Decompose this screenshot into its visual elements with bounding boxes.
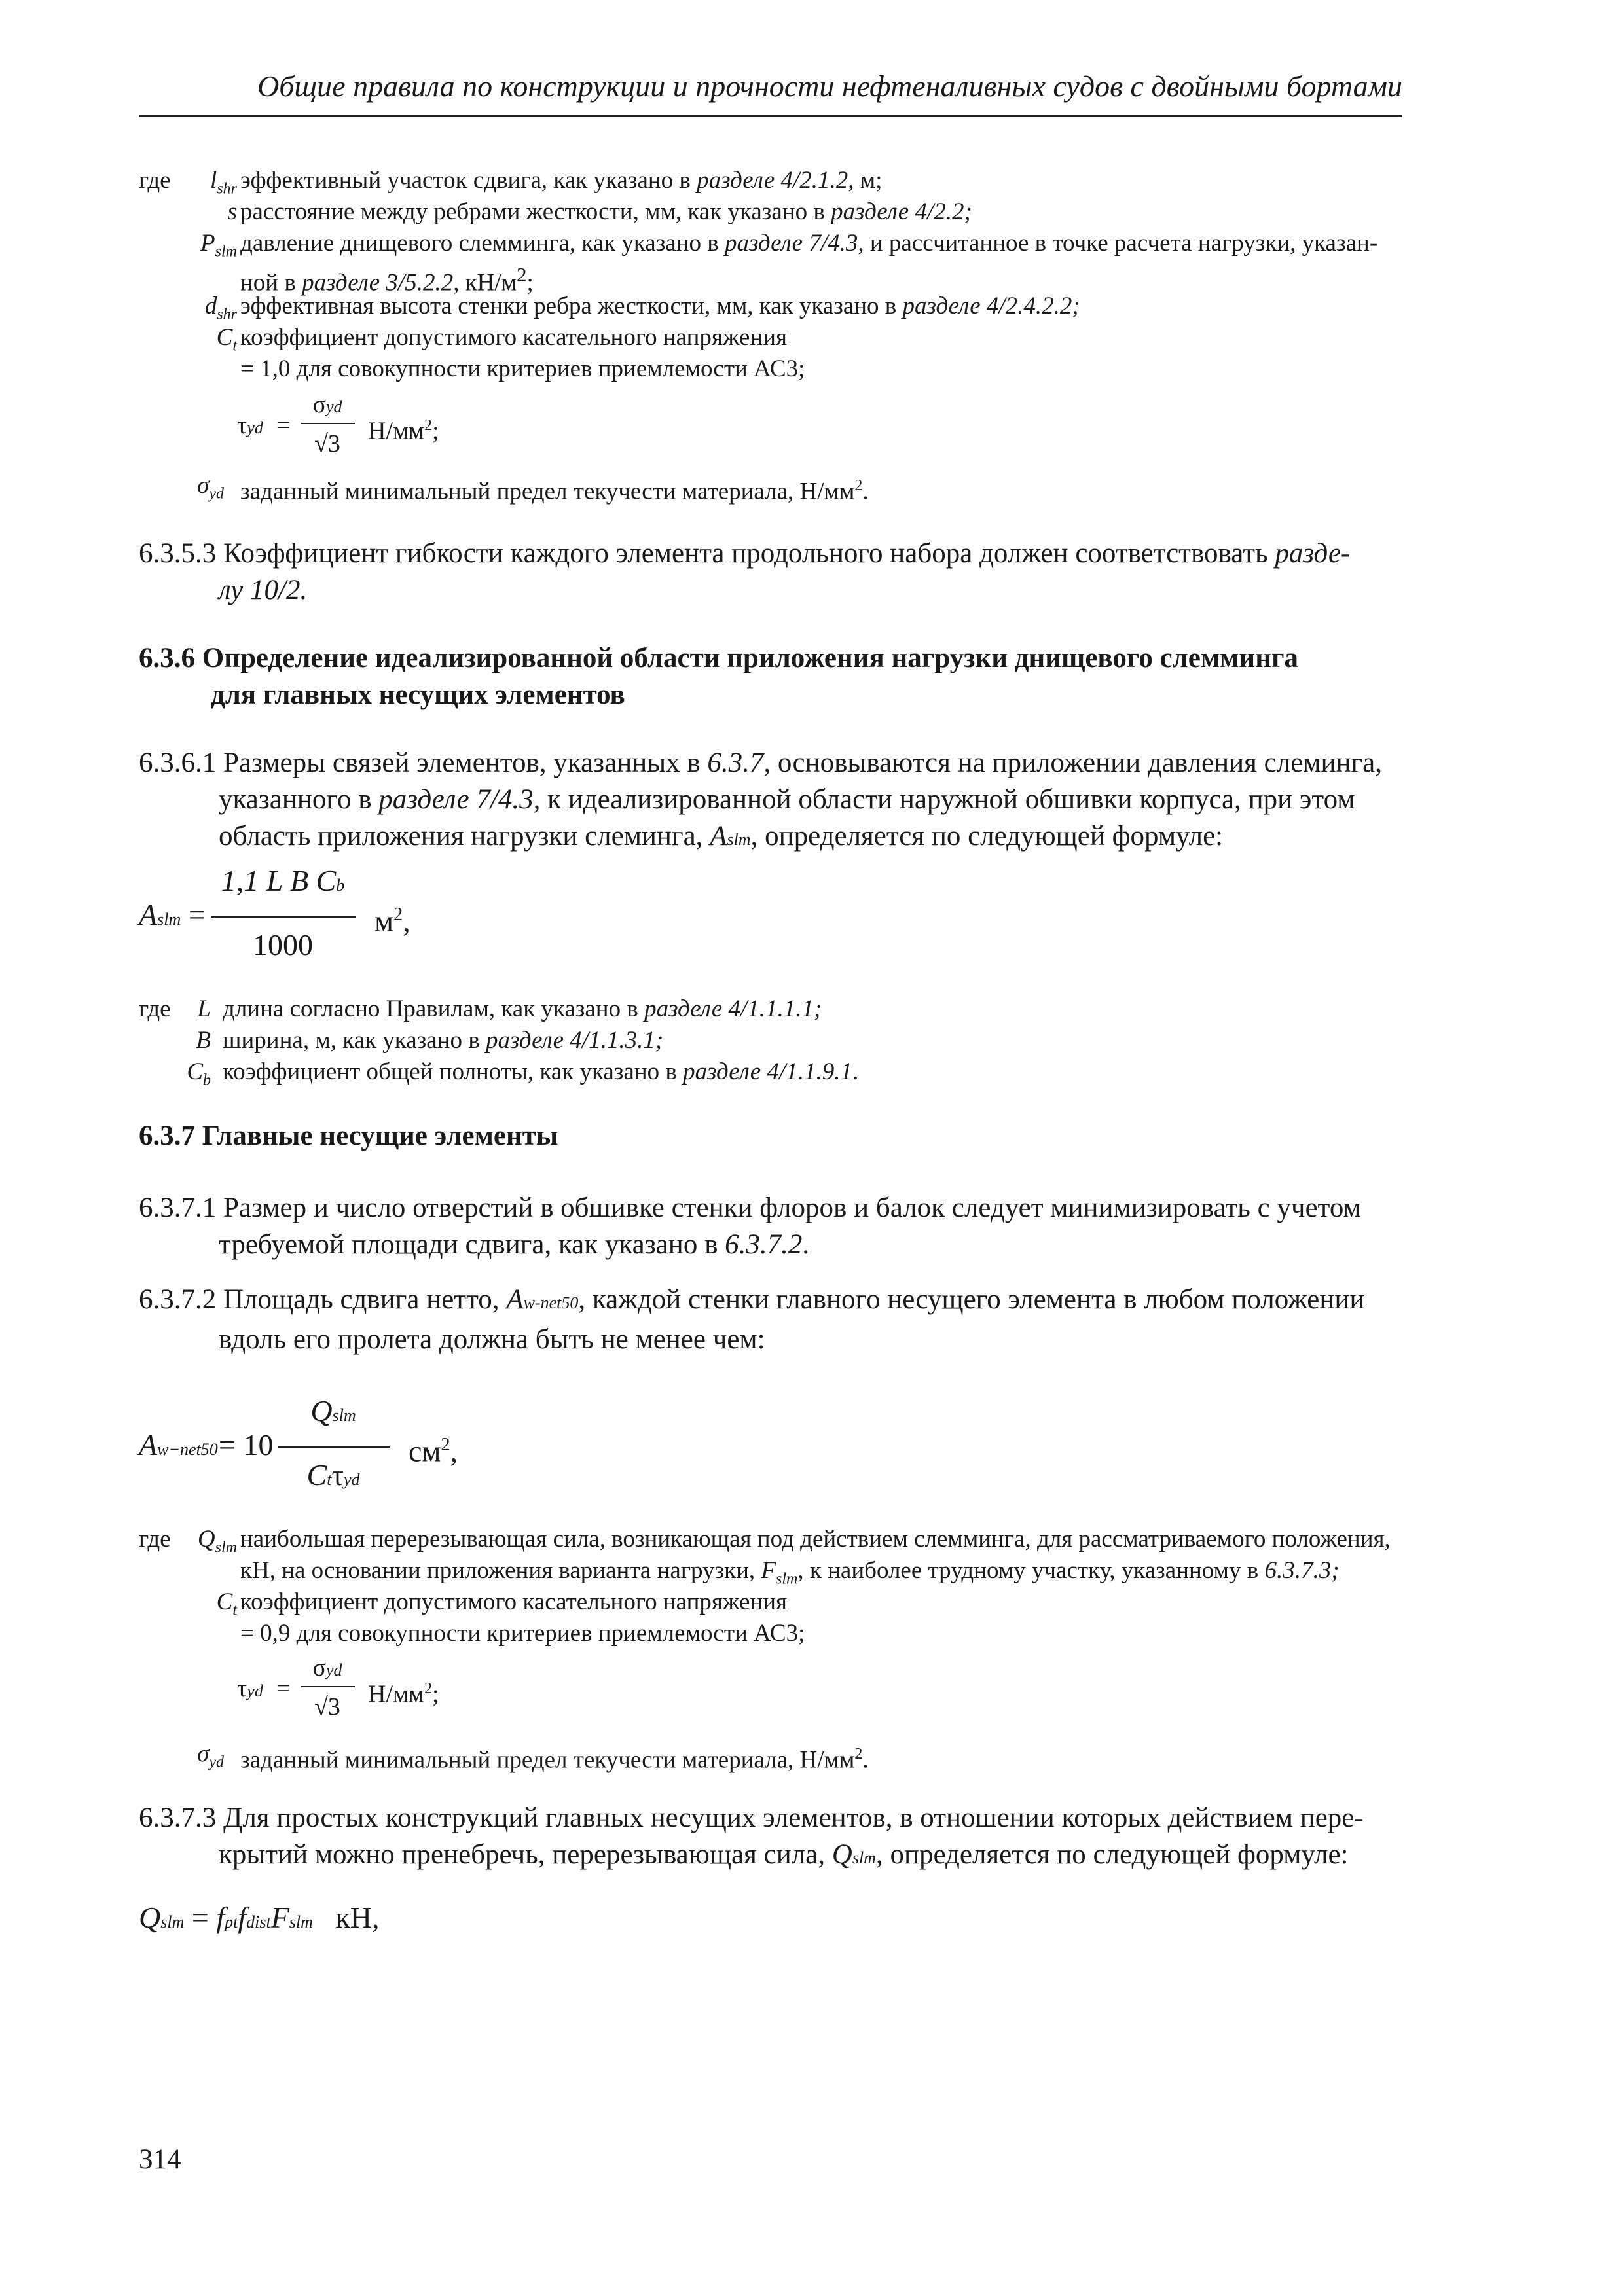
definition-text: заданный минимальный предел текучести материала, $Н/мм^2$. <box>240 477 869 505</box>
paragraph-6-3-7-1: 6.3.7.1 Размер и число отверстий в обшивке стенки флоров и балок следует минимизировать с учетом требуемой площади сдвига, как указано в 6.3.7.2. <box>139 1193 1361 1260</box>
symbol: $\sigma_{yd}$ <box>197 472 224 503</box>
def-sigma-yd-2 <box>139 1738 1402 1774</box>
formula-a-w-net50 <box>139 1386 597 1498</box>
tau-eq: = <box>276 1675 291 1702</box>
tau-eq: = <box>276 412 291 439</box>
def-d-shr <box>139 291 1402 322</box>
fraction-bar <box>278 1446 390 1448</box>
aw-eq: = 10 <box>219 1428 274 1462</box>
def-Q-slm <box>139 1524 1402 1587</box>
definition-text: заданный минимальный предел текучести материала, $Н/мм^2$. <box>240 1746 869 1774</box>
running-header: Общие правила по конструкции и прочности нефтеналивных судов с двойными бортами <box>257 69 1402 103</box>
aw-lhs: Aw−net50 <box>139 1428 218 1462</box>
definition-text: эффективный участок сдвига, как указано в разделе 4/2.1.2, м; <box>240 167 883 194</box>
a-slm-lhs: Aslm <box>139 898 181 931</box>
definition-text: давление днищевого слемминга, как указано в разделе 7/4.3, и рассчитанное в точке расчета нагрузки, указан- ной в разделе 3/5.2.2, $кН/м^2$; <box>240 230 1378 296</box>
aw-numerator: Qslm <box>310 1394 356 1427</box>
where-label: где <box>139 996 171 1022</box>
definition-text: наибольшая перерезывающая сила, возникающая под действием слемминга, для рассматриваемого положения, кН, на основании приложения варианта нагрузки, $F_{slm}$, к наиболее трудному участку, указанному в 6.3.7.3; <box>240 1526 1391 1588</box>
where-label: где <box>139 1526 171 1552</box>
definition-text: расстояние между ребрами жесткости, мм, как указано в разделе 4/2.2; <box>240 198 972 225</box>
symbol: $l_{shr}$ <box>210 167 237 198</box>
paragraph-6-3-7-3: 6.3.7.3 Для простых конструкций главных несущих элементов, в отношении которых действием пере- крытий можно пренебречь, перерезывающая сила, Qslm, определяется по следующей формуле: <box>139 1803 1364 1870</box>
tau-unit: $Н/мм^2$; <box>368 1680 439 1708</box>
fraction-bar <box>211 916 356 918</box>
tau-numerator: σyd <box>312 391 342 418</box>
page-number: 314 <box>139 2144 181 2175</box>
tau-numerator: σyd <box>312 1654 342 1681</box>
def-Cb <box>139 1056 1402 1088</box>
heading-6-3-7: 6.3.7 Главные несущие элементы <box>139 1121 558 1151</box>
definition-text: ширина, м, как указано в разделе 4/1.1.3.1; <box>223 1027 664 1054</box>
tau-denominator: √3 <box>314 1693 340 1721</box>
def-s <box>139 196 1402 228</box>
paragraph-6-3-6-1: 6.3.6.1 Размеры связей элементов, указанных в 6.3.7, основываются на приложении давления слеминга, указанного в разделе 7/4.3, к идеализированной области наружной обшивки корпуса, при этом область приложения нагрузки слеминга, Aslm, определяется по следующей формуле: <box>139 747 1382 852</box>
symbol: L <box>197 996 211 1022</box>
definition-text: эффективная высота стенки ребра жесткости, мм, как указано в разделе 4/2.4.2.2; <box>240 293 1080 319</box>
symbol: $C_b$ <box>187 1058 211 1089</box>
tau-formula-2 <box>237 1649 499 1728</box>
a-slm-unit: $м^2$, <box>374 904 410 938</box>
def-c-t <box>139 322 1402 385</box>
tau-lhs: τyd <box>237 1675 263 1702</box>
def-c-t-2 <box>139 1587 1402 1649</box>
formula-q-slm: Qslm = fptfdistFslm кН, <box>139 1901 380 1934</box>
tau-unit: $Н/мм^2$; <box>368 417 439 445</box>
def-L <box>139 994 1402 1025</box>
def-p-slm <box>139 228 1402 296</box>
a-slm-numerator: 1,1 L B Cb <box>221 864 345 897</box>
definition-text: длина согласно Правилам, как указано в разделе 4/1.1.1.1; <box>223 996 822 1022</box>
aw-denominator: Ctτyd <box>306 1458 360 1492</box>
fraction-bar <box>301 1686 355 1687</box>
symbol: $\sigma_{yd}$ <box>197 1740 224 1771</box>
definition-text: коэффициент допустимого касательного напряжения = 0,9 для совокупности критериев приемлемости АС3; <box>240 1588 805 1647</box>
header-rule <box>139 115 1402 117</box>
heading-6-3-6: 6.3.6 Определение идеализированной области приложения нагрузки днищевого слемминга для главных несущих элементов <box>139 643 1298 710</box>
formula-a-slm <box>139 863 532 967</box>
symbol: s <box>227 198 237 225</box>
symbol: B <box>196 1027 211 1054</box>
paragraph-6-3-7-2: 6.3.7.2 Площадь сдвига нетто, Aw-net50, каждой стенки главного несущего элемента в любом положении вдоль его пролета должна быть не менее чем: <box>139 1284 1365 1355</box>
def-l-shr <box>139 165 1402 196</box>
where-label: где <box>139 167 171 194</box>
tau-denominator: √3 <box>314 430 340 457</box>
aw-unit: $см^2$, <box>409 1434 458 1468</box>
definition-text: коэффициент допустимого касательного напряжения = 1,0 для совокупности критериев приемлемости АС3; <box>240 324 805 382</box>
symbol: $C_t$ <box>216 324 237 355</box>
paragraph-6-3-5-3: 6.3.5.3 Коэффициент гибкости каждого элемента продольного набора должен соответствовать разде- лу 10/2. <box>139 538 1351 605</box>
def-sigma-yd <box>139 470 1402 505</box>
a-slm-eq: = <box>189 898 206 931</box>
symbol: $C_t$ <box>216 1588 237 1619</box>
symbol: $d_{shr}$ <box>204 293 237 323</box>
definition-text: коэффициент общей полноты, как указано в разделе 4/1.1.9.1. <box>223 1058 859 1085</box>
tau-formula <box>237 386 499 465</box>
symbol: $P_{slm}$ <box>200 230 237 260</box>
symbol: $Q_{slm}$ <box>197 1526 237 1556</box>
a-slm-denominator: 1000 <box>253 928 313 961</box>
def-B <box>139 1025 1402 1056</box>
tau-lhs: τyd <box>237 412 263 439</box>
fraction-bar <box>301 423 355 424</box>
